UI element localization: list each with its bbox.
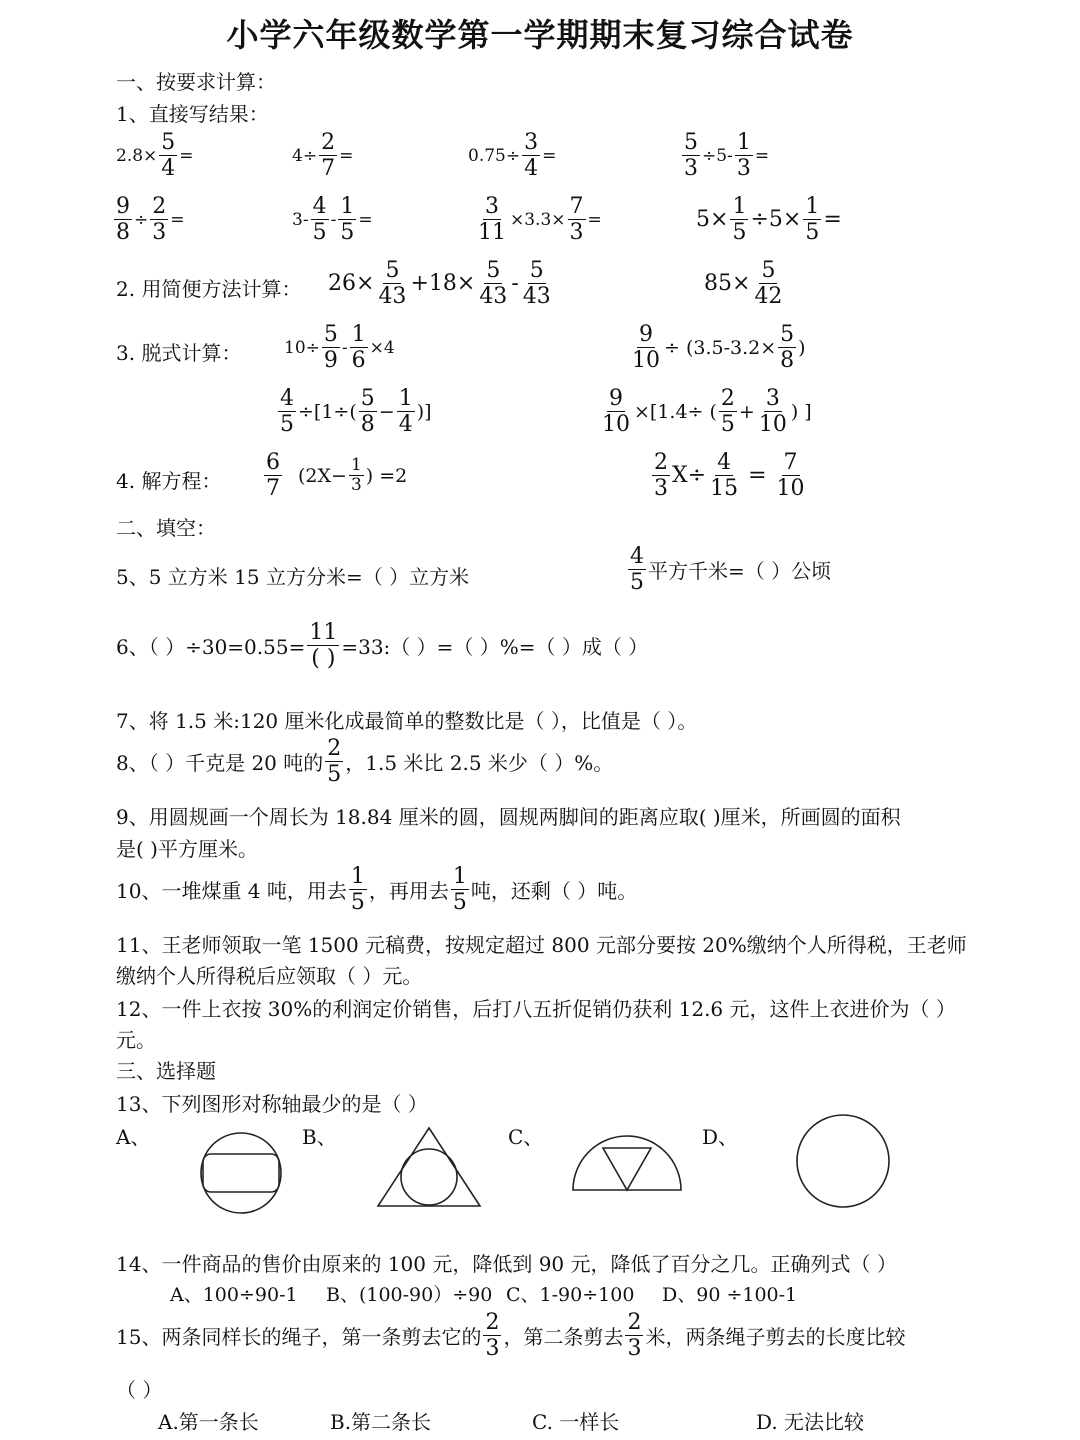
question-3-label: 3. 脱式计算： — [116, 341, 242, 365]
question-13-label: 13、下列图形对称轴最少的是（ ） — [116, 1092, 428, 1116]
q3-expr-4: $\frac{9}{10}$ ×[1.4÷ ( 2 5 + $\frac{3}{10}$ ) ] — [602, 386, 812, 438]
q13-option-d-label: D、 — [702, 1125, 739, 1149]
question-9-line2: 是( )平方厘米。 — [116, 837, 258, 861]
page-title: 小学六年级数学第一学期期末复习综合试卷 — [226, 16, 854, 54]
q1-expr-b4: 5× $\frac{1}{5}$ ÷5× $\frac{1}{5}$ = — [696, 194, 842, 246]
circle-figure — [794, 1112, 892, 1210]
q1-expr-a1: 2.8× $\frac{5}{4}$ = — [116, 130, 194, 182]
q1-expr-a4: $\frac{5}{3}$ ÷5- $\frac{1}{3}$ = — [684, 130, 770, 182]
question-15: 15、两条同样长的绳子，第一条剪去它的 2 3 ，第二条剪去 2 3 米，两条绳子剪去的长度比较 — [116, 1310, 906, 1362]
section-heading-2: 二、填空： — [116, 516, 216, 540]
question-1-label: 1、直接写结果： — [116, 102, 269, 126]
q3-expr-1: 10÷ $\frac{5}{9}$ - $\frac{1}{6}$ ×4 — [284, 322, 395, 374]
question-8: 8、（ ）千克是 20 吨的 2 5 ，1.5 米比 2.5 米少（ ）%。 — [116, 736, 614, 788]
q3-expr-3: $\frac{4}{5}$ ÷[1÷( 5 8 − $\frac{1}{4}$ )] — [280, 386, 432, 438]
q15-option-a: A.第一条长 — [158, 1410, 259, 1434]
question-15-blank: （ ） — [116, 1378, 163, 1402]
q4-equation-2: 2 3 X÷ $\frac{4}{15}$ = $\frac{7}{10}$ — [654, 450, 805, 502]
q15-option-d: D. 无法比较 — [756, 1410, 865, 1434]
question-9-line1: 9、用圆规画一个周长为 18.84 厘米的圆，圆规两脚间的距离应取( )厘米，所画圆的面积 — [116, 805, 901, 829]
q13-option-b-label: B、 — [302, 1125, 337, 1149]
question-5b: 4 5 平方千米=（ ）公顷 — [630, 544, 832, 596]
q14-option-b: B、(100-90）÷90 — [326, 1284, 493, 1306]
q14-option-d: D、90 ÷100-1 — [662, 1284, 798, 1306]
q13-option-c-label: C、 — [508, 1125, 544, 1149]
question-10: 10、一堆煤重 4 吨，用去 1 5 ，再用去 1 5 吨，还剩（ ）吨。 — [116, 864, 638, 916]
q1-expr-b1: $\frac{9}{8}$ ÷ $\frac{2}{3}$ = — [116, 194, 185, 246]
section-heading-3: 三、选择题 — [116, 1059, 216, 1083]
question-5a: 5、5 立方米 15 立方分米=（ ）立方米 — [116, 565, 470, 589]
circle-with-rectangle-figure — [196, 1130, 286, 1216]
q15-option-b: B.第二条长 — [330, 1410, 432, 1434]
q2-expr-2: 85× $\frac{5}{42}$ — [704, 258, 783, 310]
q14-option-c: C、1-90÷100 — [506, 1284, 635, 1306]
question-12-line2: 元。 — [116, 1028, 156, 1052]
semicircle-with-triangle-figure — [568, 1128, 686, 1194]
question-12-line1: 12、一件上衣按 30%的利润定价销售，后打八五折促销仍获利 12.6 元，这件上衣进价为（ ） — [116, 997, 956, 1021]
question-11-line1: 11、王老师领取一笔 1500 元稿费，按规定超过 800 元部分要按 20%缴纳个人所得税，王老师 — [116, 933, 967, 957]
question-4-label: 4. 解方程： — [116, 469, 222, 493]
question-14-label: 14、一件商品的售价由原来的 100 元，降低到 90 元，降低了百分之几。正确列式（ ） — [116, 1252, 897, 1276]
question-11-line2: 缴纳个人所得税后应领取（ ）元。 — [116, 964, 423, 988]
question-2-label: 2. 用简便方法计算： — [116, 277, 302, 301]
q4-equation-1: 6 7 (2X− $\frac{1}{3}$ ) =2 — [266, 450, 408, 502]
question-6: 6、（ ）÷30=0.55= 11 ( ) =33:（ ）=（ ）%=（ ）成（ ） — [116, 620, 649, 672]
q1-expr-a3: 0.75÷ $\frac{3}{4}$ = — [468, 130, 557, 182]
q1-expr-b3: $\frac{3}{11}$ ×3.3× $\frac{7}{3}$ = — [478, 194, 602, 246]
q15-option-c: C. 一样长 — [532, 1410, 620, 1434]
q1-expr-b2: 3- 4 5 - $\frac{1}{5}$ = — [292, 194, 373, 246]
triangle-with-circle-figure — [374, 1124, 484, 1210]
q1-expr-a2: 4÷ $\frac{2}{7}$ = — [292, 130, 354, 182]
q3-expr-2: $\frac{9}{10}$ ÷ (3.5-3.2× $\frac{5}{8}$ ) — [632, 322, 806, 374]
q14-option-a: A、100÷90-1 — [170, 1284, 298, 1306]
question-7: 7、将 1.5 米:120 厘米化成最简单的整数比是（ ），比值是（ ）。 — [116, 709, 698, 733]
q2-expr-1: 26× $\frac{5}{43}$ +18× $\frac{5}{43}$ - 5 43 — [328, 258, 551, 310]
section-heading-1: 一、按要求计算： — [116, 70, 276, 94]
q13-option-a-label: A、 — [116, 1125, 151, 1149]
